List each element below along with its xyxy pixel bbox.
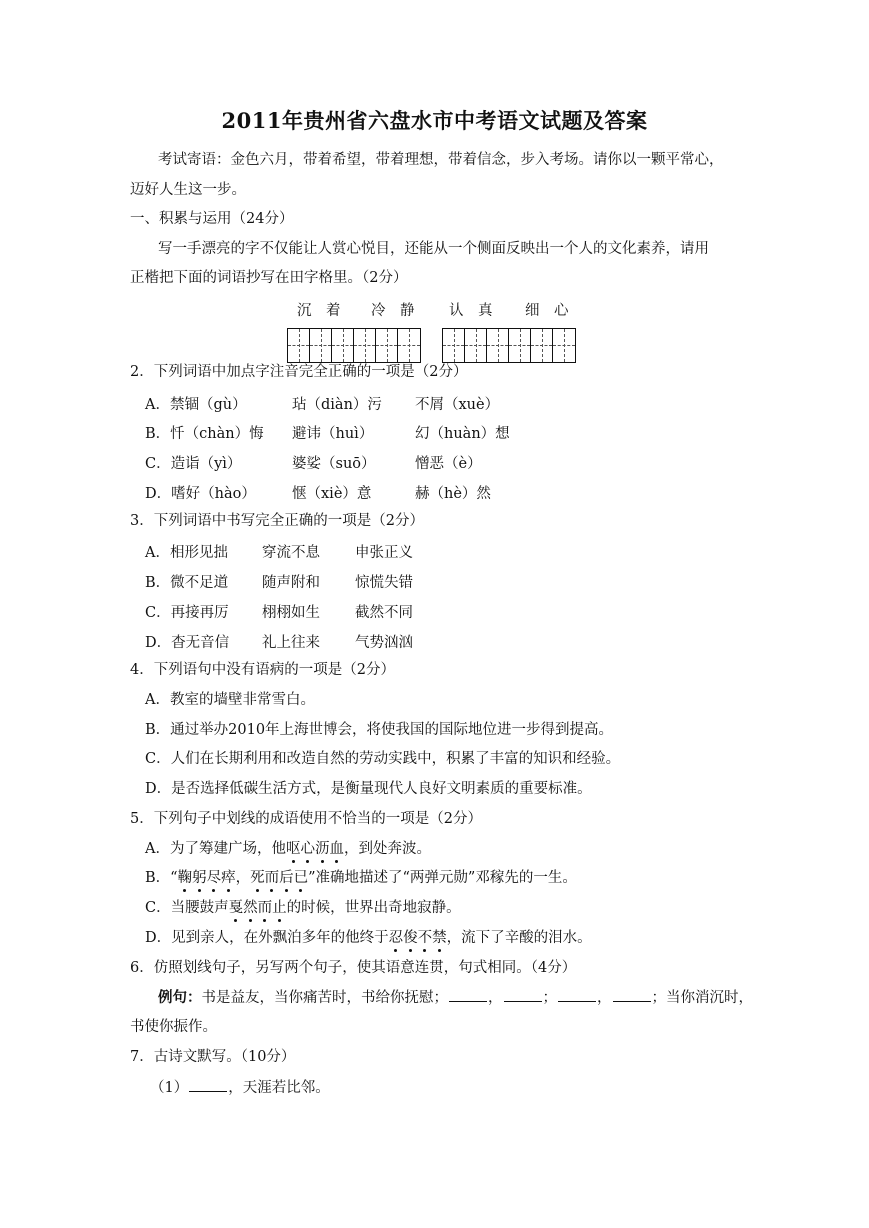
q1-line-1: 写一手漂亮的字不仅能让人赏心悦目，还能从一个侧面反映出一个人的文化素养，请用 — [158, 241, 709, 257]
q2-option-c-3: 憎恶（è） — [415, 456, 482, 472]
q5-d-idiom: 忍俊不禁 — [388, 930, 447, 946]
q5-stem: 5．下列句子中划线的成语使用不恰当的一项是（2分） — [130, 811, 482, 827]
tianzige-grid-right[interactable] — [442, 328, 576, 363]
copy-word-1: 沉 着 — [297, 303, 341, 319]
q4-option-a: A．教室的墙壁非常雪白。 — [145, 692, 315, 708]
q5-c-prefix: C．当腰鼓声 — [145, 900, 229, 916]
page-title: 2011年贵州省六盘水市中考语文试题及答案 — [221, 108, 648, 133]
grid-cell[interactable] — [398, 329, 420, 362]
grid-cell[interactable] — [465, 329, 487, 362]
q3-option-c-1: C．再接再厉 — [145, 605, 229, 621]
grid-cell[interactable] — [531, 329, 553, 362]
q2-option-b-3: 幻（huàn）想 — [415, 426, 510, 442]
tianzige-grid-left[interactable] — [287, 328, 421, 363]
q1-line-2: 正楷把下面的词语抄写在田字格里。（2分） — [130, 270, 408, 286]
answer-blank[interactable] — [449, 987, 487, 1002]
q2-option-a-3: 不屑（xuè） — [415, 397, 500, 413]
section-heading: 一、积累与运用（24分） — [130, 211, 294, 227]
intro-line-1: 考试寄语：金色六月，带着希望，带着理想，带着信念，步入考场。请你以一颗平常心， — [158, 152, 724, 168]
q5-option-c — [145, 898, 461, 918]
q3-option-d-2: 礼上往来 — [262, 635, 320, 651]
q6-line-2: 书使你振作。 — [130, 1019, 217, 1035]
q5-a-suffix: ，到处奔波。 — [343, 841, 431, 857]
grid-cell[interactable] — [376, 329, 398, 362]
copy-word-2: 冷 静 — [371, 303, 415, 319]
q2-option-b-1: B．忏（chàn）悔 — [145, 426, 264, 442]
q2-option-d-1: D．嗜好（hào） — [145, 486, 256, 502]
q3-option-b-2: 随声附和 — [262, 575, 320, 591]
q3-option-a-1: A．相形见拙 — [145, 545, 228, 561]
q6-stem: 6．仿照划线句子，另写两个句子，使其语意连贯，句式相同。（4分） — [130, 960, 577, 976]
q2-option-a-1: A．禁锢（gù） — [145, 397, 247, 413]
q6-example — [158, 987, 753, 1008]
q3-option-a-2: 穿流不息 — [262, 545, 320, 561]
grid-cell[interactable] — [288, 329, 310, 362]
q2-option-b-2: 避讳（huì） — [292, 426, 374, 442]
q5-d-suffix: ，流下了辛酸的泪水。 — [446, 930, 592, 946]
answer-blank[interactable] — [613, 987, 651, 1002]
grid-cell[interactable] — [332, 329, 354, 362]
q5-b-prefix: B．“ — [145, 870, 178, 886]
q5-b-suffix: ”准确地描述了“两弹元勋”邓稼先的一生。 — [308, 870, 577, 886]
q4-stem: 4．下列语句中没有语病的一项是（2分） — [130, 662, 395, 678]
grid-cell[interactable] — [310, 329, 332, 362]
q3-option-c-2: 栩栩如生 — [262, 605, 320, 621]
answer-blank[interactable] — [189, 1077, 227, 1092]
q7-stem: 7．古诗文默写。（10分） — [130, 1049, 296, 1065]
q6-sep-1: ， — [488, 990, 503, 1006]
q6-example-text: 书是益友，当你痛苦时，书给你抚慰； — [201, 990, 448, 1006]
q6-tail: ；当你消沉时， — [651, 990, 753, 1006]
q3-option-c-3: 截然不同 — [355, 605, 413, 621]
grid-cell[interactable] — [443, 329, 465, 362]
grid-cell[interactable] — [487, 329, 509, 362]
intro-line-2: 迈好人生这一步。 — [130, 182, 246, 198]
q5-c-idiom: 戛然而止 — [228, 900, 287, 916]
q5-d-prefix: D．见到亲人，在外飘泊多年的他终于 — [145, 930, 389, 946]
q3-option-b-1: B．微不足道 — [145, 575, 229, 591]
q3-option-b-3: 惊慌失错 — [355, 575, 413, 591]
q5-c-suffix: 的时候，世界出奇地寂静。 — [286, 900, 461, 916]
grid-cell[interactable] — [509, 329, 531, 362]
q6-sep-3: ， — [597, 990, 612, 1006]
answer-blank[interactable] — [558, 987, 596, 1002]
q3-stem: 3．下列词语中书写完全正确的一项是（2分） — [130, 513, 424, 529]
q2-stem: 2．下列词语中加点字注音完全正确的一项是（2分） — [130, 364, 468, 380]
q5-a-idiom: 呕心沥血 — [285, 841, 344, 857]
q3-option-d-3: 气势汹汹 — [355, 635, 413, 651]
q5-option-b — [145, 868, 577, 888]
q4-option-d: D．是否选择低碳生活方式，是衡量现代人良好文明素质的重要标准。 — [145, 781, 592, 797]
q3-option-d-1: D．杳无音信 — [145, 635, 230, 651]
q5-option-d — [145, 928, 592, 948]
q5-a-prefix: A．为了筹建广场，他 — [145, 841, 286, 857]
copy-word-4: 细 心 — [525, 303, 569, 319]
grid-cell[interactable] — [354, 329, 376, 362]
q3-option-a-3: 申张正义 — [355, 545, 413, 561]
q5-option-a — [145, 839, 431, 859]
q2-option-c-2: 婆娑（suō） — [292, 456, 376, 472]
q4-option-c: C．人们在长期利用和改造自然的劳动实践中，积累了丰富的知识和经验。 — [145, 751, 621, 767]
q6-example-label: 例句： — [158, 989, 202, 1006]
q4-option-b: B．通过举办2010年上海世博会，将使我国的国际地位进一步得到提高。 — [145, 722, 614, 738]
copy-word-3: 认 真 — [449, 303, 493, 319]
q6-sep-2: ； — [542, 990, 557, 1006]
q7-item-1 — [150, 1077, 330, 1098]
q2-option-d-3: 赫（hè）然 — [415, 486, 491, 502]
q2-option-a-2: 玷（diàn）污 — [292, 397, 382, 413]
grid-cell[interactable] — [553, 329, 575, 362]
q5-b-idiom: 鞠躬尽瘁，死而后已 — [177, 870, 309, 886]
q7-item-1-suffix: ，天涯若比邻。 — [228, 1080, 330, 1096]
q7-item-1-prefix: （1） — [150, 1080, 189, 1096]
q2-option-d-2: 惬（xiè）意 — [292, 486, 372, 502]
answer-blank[interactable] — [504, 987, 542, 1002]
q2-option-c-1: C．造诣（yì） — [145, 456, 242, 472]
